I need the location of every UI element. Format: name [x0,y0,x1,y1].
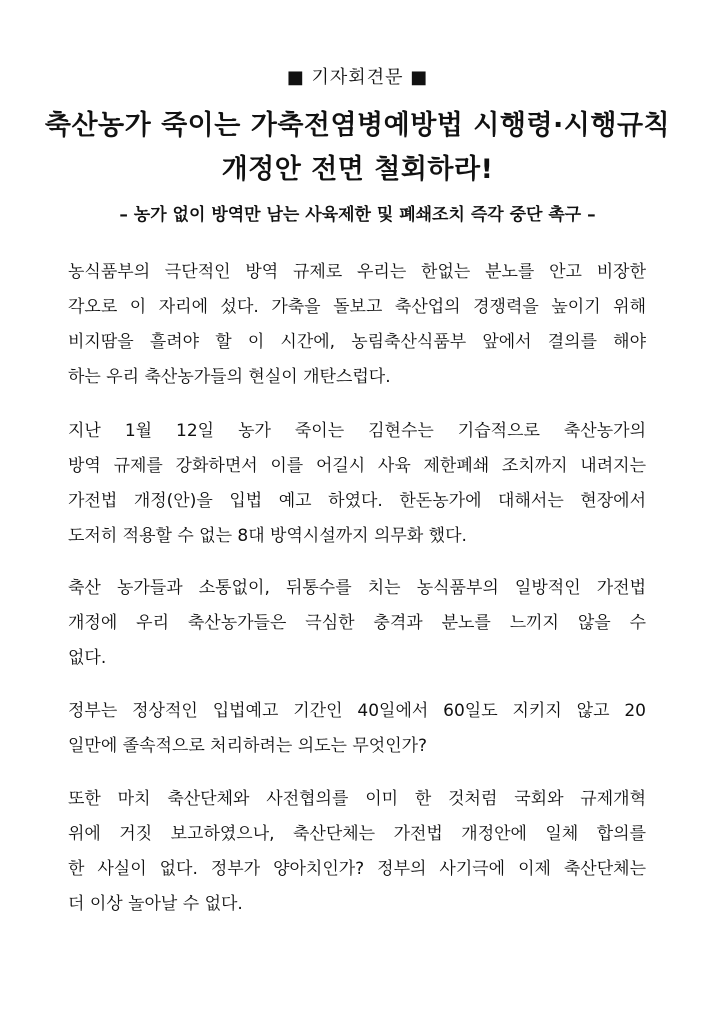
title-line-2: 개정안 전면 철회하라! [221,154,494,185]
paragraph-line: 비지땀을 흘려야 할 이 시간에, 농림축산식품부 앞에서 결의를 해야 [68,332,646,352]
paragraph-4 [68,694,646,764]
paragraph-line: 없다. [68,648,107,668]
paragraph-line: 더 이상 놀아날 수 없다. [68,894,243,914]
header-tag: ■ 기자회견문 ■ [286,67,429,88]
paragraph-5 [68,782,646,922]
paragraph-line: 하는 우리 축산농가들의 현실이 개탄스럽다. [68,367,391,387]
paragraph-line: 지난 1월 12일 농가 죽이는 김현수는 기습적으로 축산농가의 [68,421,646,441]
paragraph-line: 농식품부의 극단적인 방역 규제로 우리는 한없는 분노를 안고 비장한 [68,262,646,282]
paragraph-line: 개정에 우리 축산농가들은 극심한 충격과 분노를 느끼지 않을 수 [68,613,646,633]
paragraph-line: 각오로 이 자리에 섰다. 가축을 돌보고 축산업의 경쟁력을 높이기 위해 [68,297,646,317]
paragraph-line: 정부는 정상적인 입법예고 기간인 40일에서 60일도 지키지 않고 20 [68,701,646,721]
paragraph-line: 또한 마치 축산단체와 사전협의를 이미 한 것처럼 국회와 규제개혁 [68,789,646,809]
paragraph-line: 가전법 개정(안)을 입법 예고 하였다. 한돈농가에 대해서는 현장에서 [68,491,646,511]
title-line-1: 축산농가 죽이는 가축전염병예방법 시행령·시행규칙 [44,110,671,141]
paragraph-line: 한 사실이 없다. 정부가 양아치인가? 정부의 사기극에 이제 축산단체는 [68,859,646,879]
paragraph-line: 일만에 졸속적으로 처리하려는 의도는 무엇인가? [68,736,428,756]
paragraph-3 [68,571,646,676]
paragraph-line: 위에 거짓 보고하였으나, 축산단체는 가전법 개정안에 일체 합의를 [68,824,646,844]
paragraph-1 [68,255,646,395]
paragraph-line: 도저히 적용할 수 없는 8대 방역시설까지 의무화 했다. [68,526,467,546]
paragraph-line: 방역 규제를 강화하면서 이를 어길시 사육 제한폐쇄 조치까지 내려지는 [68,456,646,476]
paragraph-2 [68,414,646,554]
paragraph-line: 축산 농가들과 소통없이, 뒤통수를 치는 농식품부의 일방적인 가전법 [68,578,646,598]
page-title [30,104,685,192]
subtitle: – 농가 없이 방역만 남는 사육제한 및 폐쇄조치 즉각 중단 촉구 – [119,205,596,225]
